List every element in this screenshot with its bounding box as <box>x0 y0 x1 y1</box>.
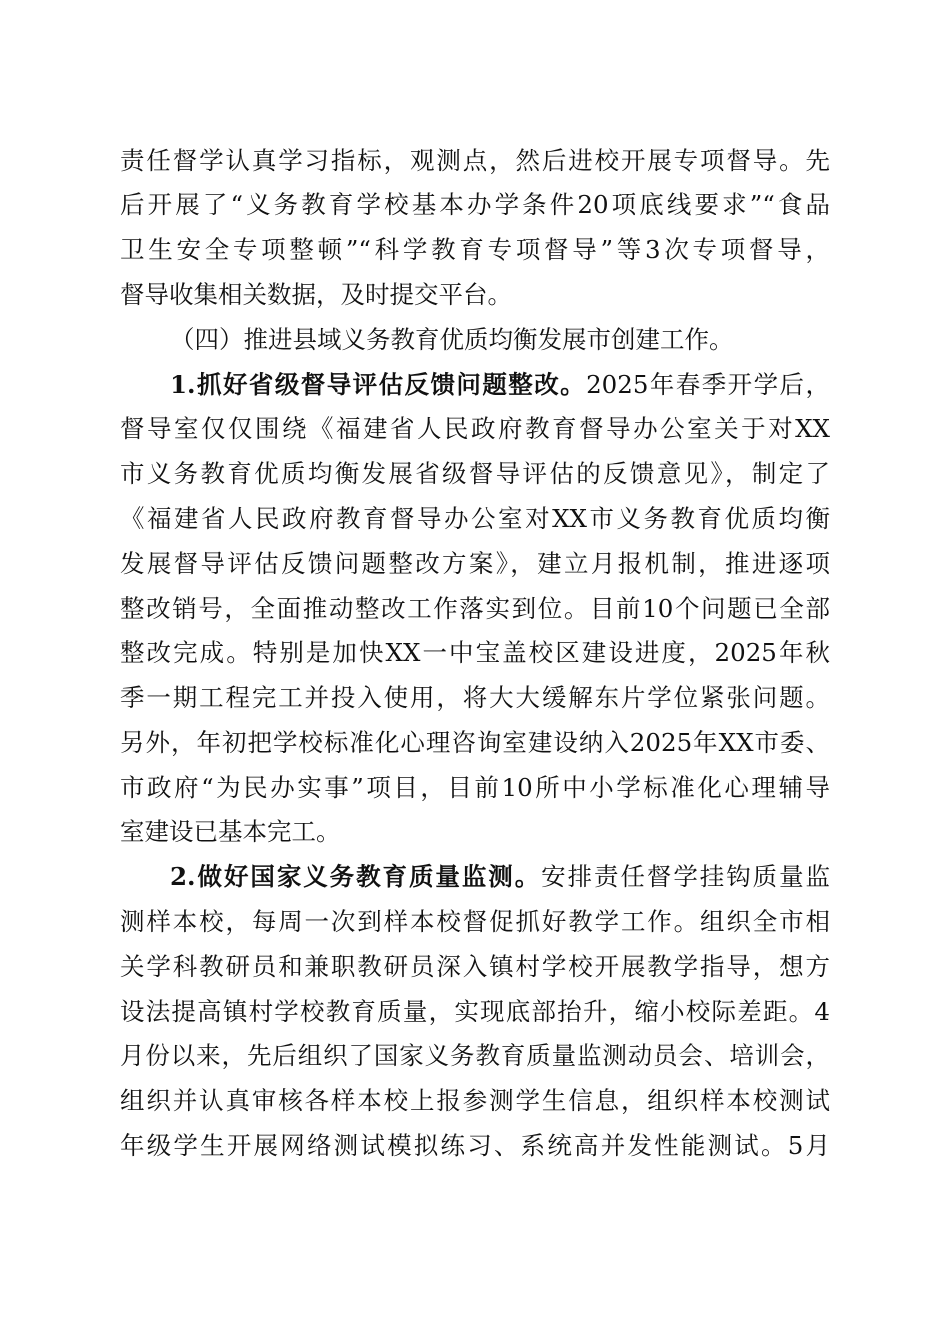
subsection-title: 1.抓好省级督导评估反馈问题整改。 <box>170 370 587 399</box>
subsection-title: 2.做好国家义务教育质量监测。 <box>170 862 542 891</box>
text-line: 季一期工程完工并投入使用，将大大缓解东片学位紧张问题。 <box>120 683 830 712</box>
text-line: 年级学生开展网络测试模拟练习、系统高并发性能测试。5月 <box>120 1131 830 1160</box>
text-line: 卫生安全专项整顿”“科学教育专项督导”等3次专项督导， <box>120 235 830 264</box>
subsection-heading-line: 1.抓好省级督导评估反馈问题整改。2025年春季开学后， <box>170 370 830 399</box>
text-line: 设法提高镇村学校教育质量，实现底部抬升，缩小校际差距。4 <box>120 997 830 1026</box>
text-line: 督导收集相关数据，及时提交平台。 <box>120 280 512 309</box>
text-line: 测样本校，每周一次到样本校督促抓好教学工作。组织全市相 <box>120 907 830 936</box>
text-line: 组织并认真审核各样本校上报参测学生信息，组织样本校测试 <box>120 1086 830 1115</box>
text-line: 市政府“为民办实事”项目，目前10所中小学标准化心理辅导 <box>120 773 830 802</box>
text-line: 市义务教育优质均衡发展省级督导评估的反馈意见》，制定了 <box>120 459 830 488</box>
text-line: 后开展了“义务教育学校基本办学条件20项底线要求”“食品 <box>120 190 830 219</box>
text-line: 另外，年初把学校标准化心理咨询室建设纳入2025年XX市委、 <box>120 728 830 757</box>
text-line: 关学科教研员和兼职教研员深入镇村学校开展教学指导，想方 <box>120 952 830 981</box>
subsection-heading-line: 2.做好国家义务教育质量监测。安排责任督学挂钩质量监 <box>170 862 830 891</box>
section-heading: （四）推进县域义务教育优质均衡发展市创建工作。 <box>170 325 734 354</box>
text-line: 月份以来，先后组织了国家义务教育质量监测动员会、培训会， <box>120 1041 830 1070</box>
text-line: 督导室仅仅围绕《福建省人民政府教育督导办公室关于对XX <box>120 414 830 443</box>
text-line: 发展督导评估反馈问题整改方案》，建立月报机制，推进逐项 <box>120 549 830 578</box>
text-line: 《福建省人民政府教育督导办公室对XX市义务教育优质均衡 <box>120 504 830 533</box>
text-line: 责任督学认真学习指标，观测点，然后进校开展专项督导。先 <box>120 146 830 175</box>
text-line: 整改销号，全面推动整改工作落实到位。目前10个问题已全部 <box>120 594 830 623</box>
text-line: 整改完成。特别是加快XX一中宝盖校区建设进度，2025年秋 <box>120 638 830 667</box>
text-line: 室建设已基本完工。 <box>120 817 341 846</box>
